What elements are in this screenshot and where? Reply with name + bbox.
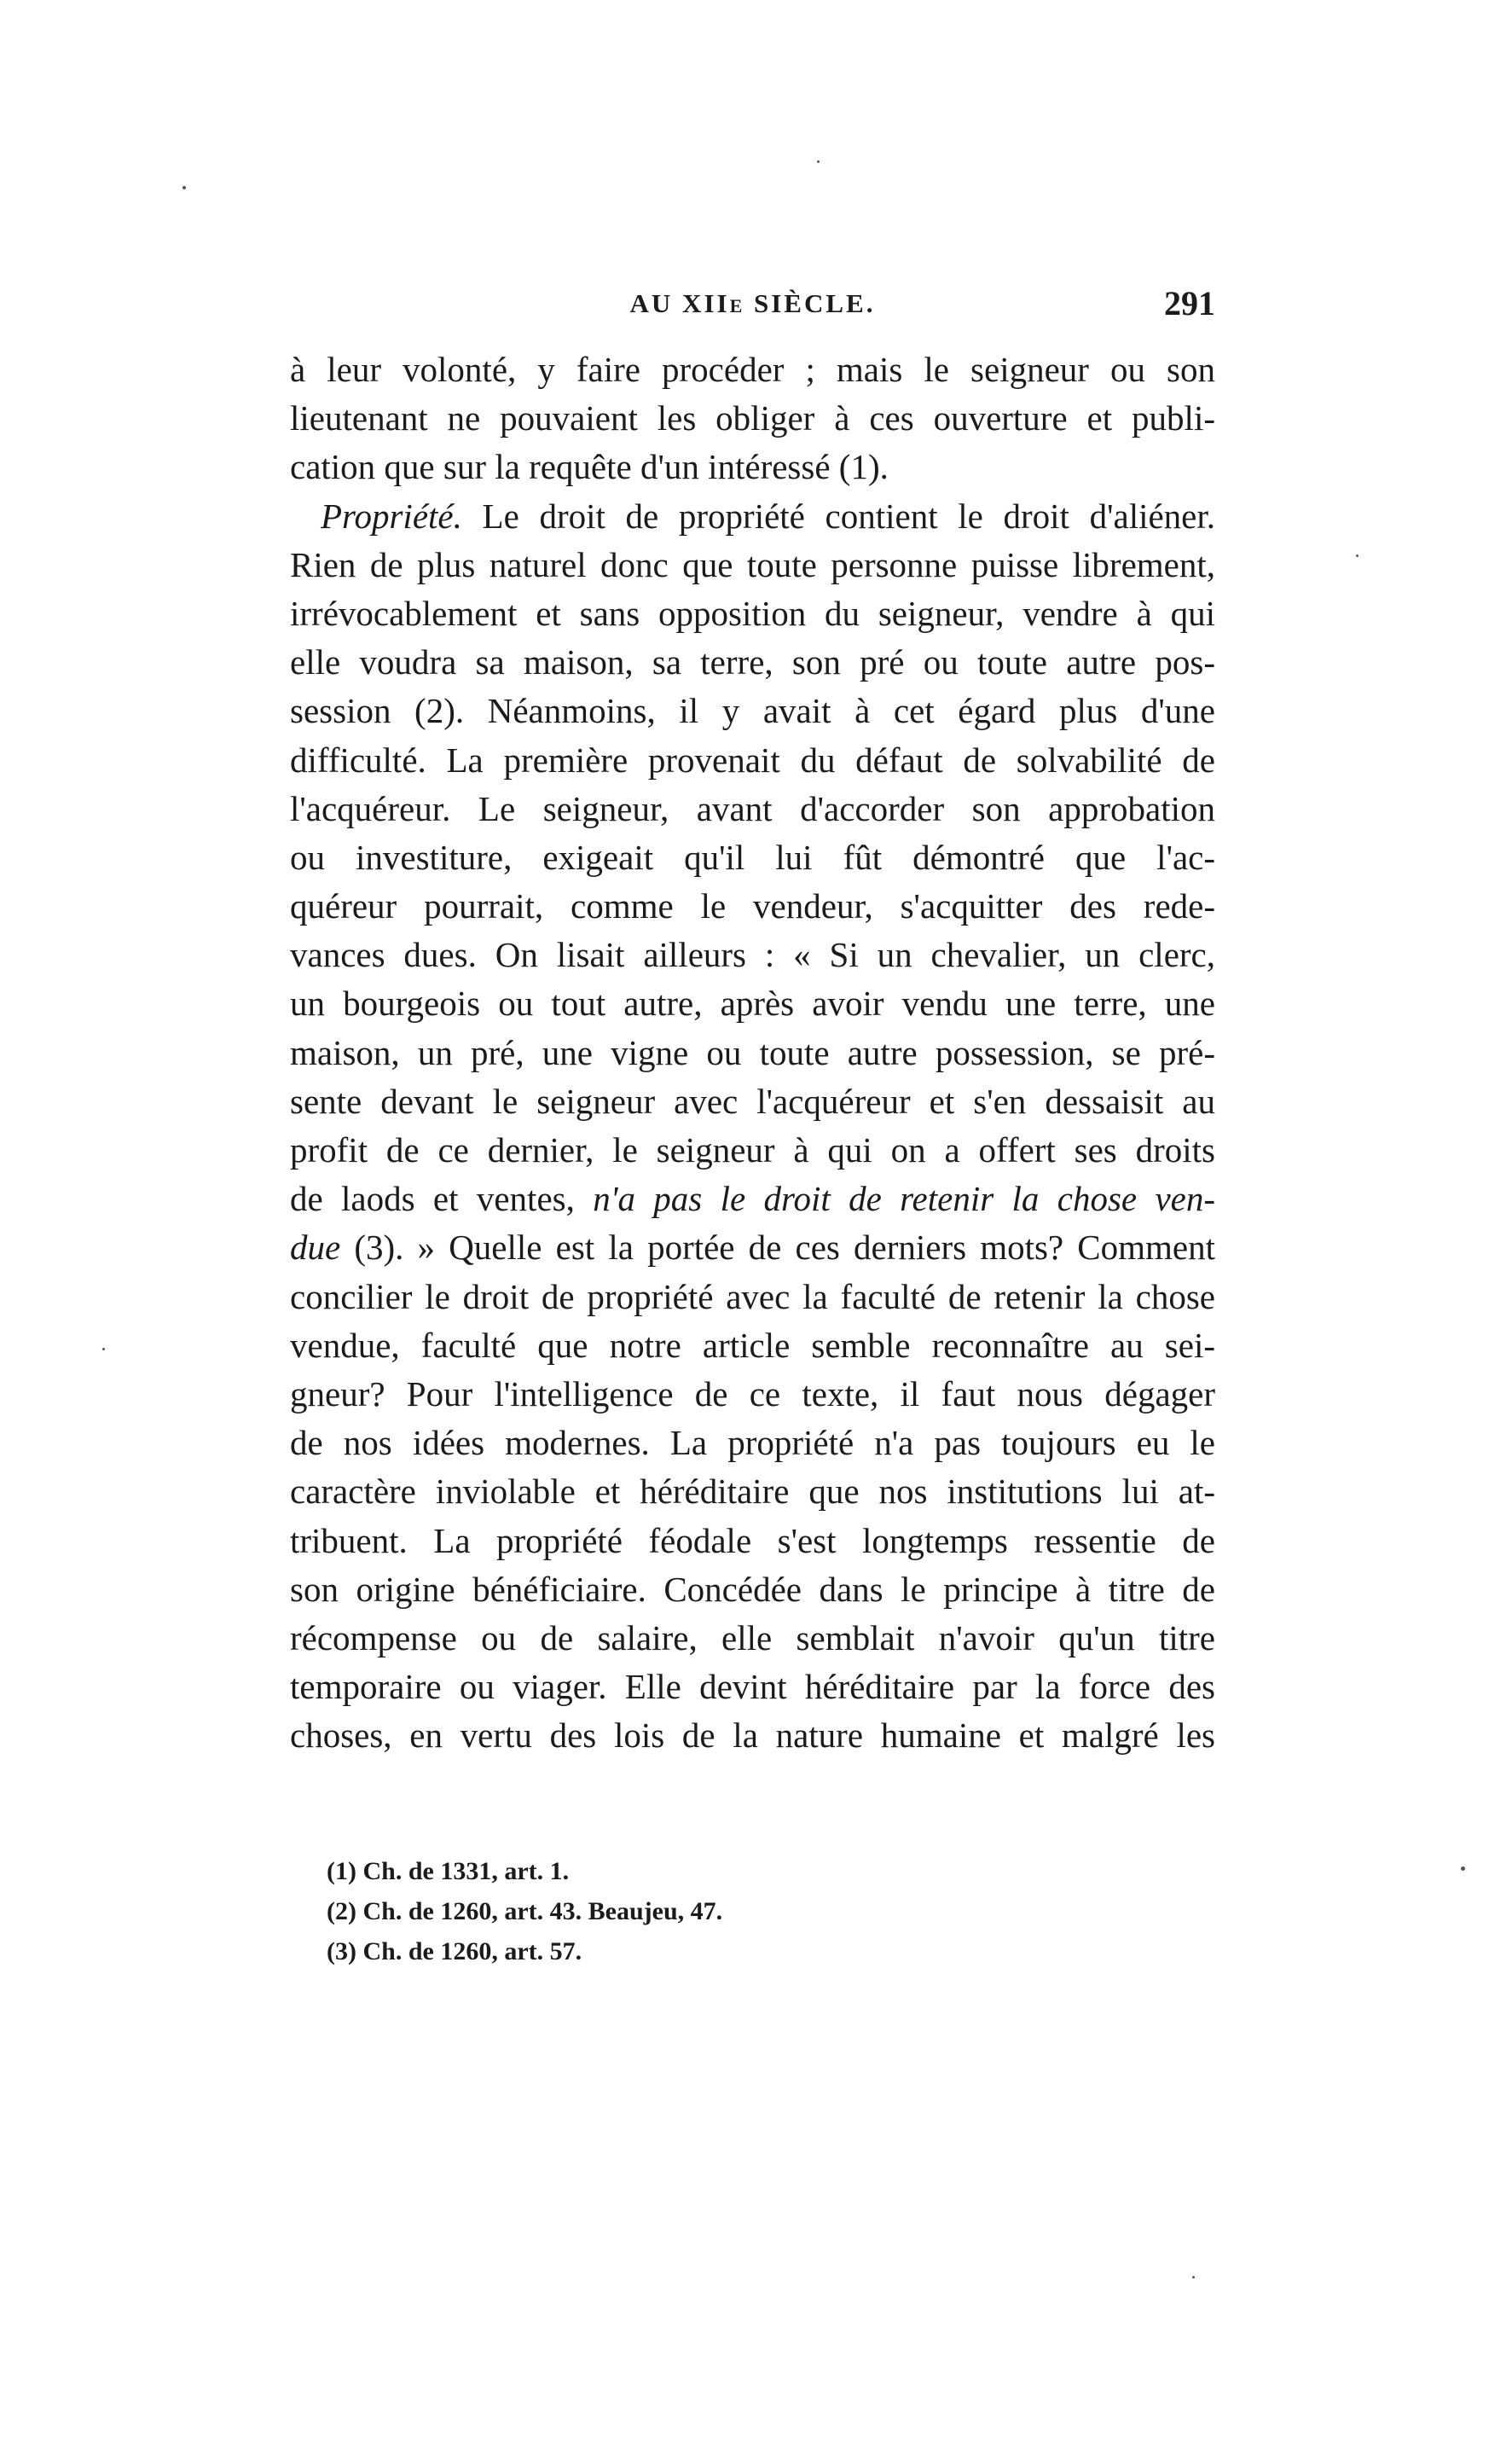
text-line: caractère inviolable et héréditaire que nos institutions lui at- xyxy=(290,1472,1215,1512)
text-line: temporaire ou viager. Elle devint héréditaire par la force des xyxy=(290,1667,1215,1707)
text-line: tribuent. La propriété féodale s'est longtemps ressentie de xyxy=(290,1520,1215,1560)
paper-speck xyxy=(182,186,186,189)
text-line: vances dues. On lisait ailleurs : « Si un chevalier, un clerc, xyxy=(290,935,1215,975)
text-line: irrévocablement et sans opposition du seigneur, vendre à qui xyxy=(290,593,1215,633)
italic-phrase: n'a pas le droit de retenir la chose ven- xyxy=(593,1179,1215,1219)
text-line-rest: (3). » Quelle est la portée de ces derniers mots? Comment xyxy=(340,1228,1215,1268)
text-line: son origine bénéficiaire. Concédée dans le principe à titre de xyxy=(290,1569,1215,1609)
text-line: l'acquéreur. Le seigneur, avant d'accorder son approbation xyxy=(290,788,1215,828)
body-text xyxy=(290,345,1215,1760)
text-line: vendue, faculté que notre article semble reconnaître au sei- xyxy=(290,1325,1215,1365)
text-line: profit de ce dernier, le seigneur à qui on a offert ses droits xyxy=(290,1130,1215,1170)
text-line: sente devant le seigneur avec l'acquéreur et s'en dessaisit au xyxy=(290,1081,1215,1121)
text-line: session (2). Néanmoins, il y avait à cet égard plus d'une xyxy=(290,691,1215,731)
paper-speck xyxy=(1461,1866,1465,1871)
text-line: de nos idées modernes. La propriété n'a pas toujours eu le xyxy=(290,1423,1215,1463)
running-title: AU XIIe SIÈCLE. xyxy=(629,288,876,318)
text-line-rest: Le droit de propriété contient le droit d'aliéner. xyxy=(482,496,1215,536)
text-line: gneur? Pour l'intelligence de ce texte, il faut nous dégager xyxy=(290,1373,1215,1414)
text-line-italic-phrase xyxy=(290,1175,1215,1223)
paper-speck xyxy=(1356,554,1358,557)
footnote: (3) Ch. de 1260, art. 57. xyxy=(327,1937,582,1965)
text-line: choses, en vertu des lois de la nature humaine et malgré les xyxy=(290,1715,1215,1756)
footnotes xyxy=(327,1851,1094,1971)
text-line: quéreur pourrait, comme le vendeur, s'acquitter des rede- xyxy=(290,886,1215,926)
text-line: à leur volonté, y faire procéder ; mais le seigneur ou son xyxy=(290,350,1215,389)
text-line: ou investiture, exigeait qu'il lui fût démontré que l'ac- xyxy=(290,837,1215,877)
footnote: (2) Ch. de 1260, art. 43. Beaujeu, 47. xyxy=(327,1897,723,1925)
paper-speck xyxy=(102,1348,105,1350)
italic-due: due xyxy=(290,1228,341,1268)
text-line: lieutenant ne pouvaient les obliger à ces ouverture et publi- xyxy=(290,398,1215,438)
page-number: 291 xyxy=(1164,284,1215,322)
paper-speck xyxy=(1192,2276,1195,2279)
text-line: Rien de plus naturel donc que toute personne puisse librement, xyxy=(290,544,1215,584)
text-line: maison, un pré, une vigne ou toute autre possession, se pré- xyxy=(290,1032,1215,1072)
text-line: récompense ou de salaire, elle semblait n'avoir qu'un titre xyxy=(290,1617,1215,1657)
text-line-start: de laods et ventes, xyxy=(290,1179,575,1219)
text-line-propriete xyxy=(290,492,1215,541)
text-line: difficulté. La première provenait du défaut de solvabilité de xyxy=(290,740,1215,780)
text-line: cation que sur la requête d'un intéressé (1). xyxy=(290,447,889,487)
text-line-due xyxy=(290,1223,1215,1272)
paper-speck xyxy=(817,160,820,163)
text-line: un bourgeois ou tout autre, après avoir vendu une terre, une xyxy=(290,984,1215,1024)
running-header xyxy=(290,284,1215,331)
text-line: concilier le droit de propriété avec la faculté de retenir la chose xyxy=(290,1276,1215,1316)
footnote: (1) Ch. de 1331, art. 1. xyxy=(327,1857,570,1885)
text-line: elle voudra sa maison, sa terre, son pré ou toute autre pos- xyxy=(290,642,1215,682)
italic-term: Propriété. xyxy=(321,496,462,536)
